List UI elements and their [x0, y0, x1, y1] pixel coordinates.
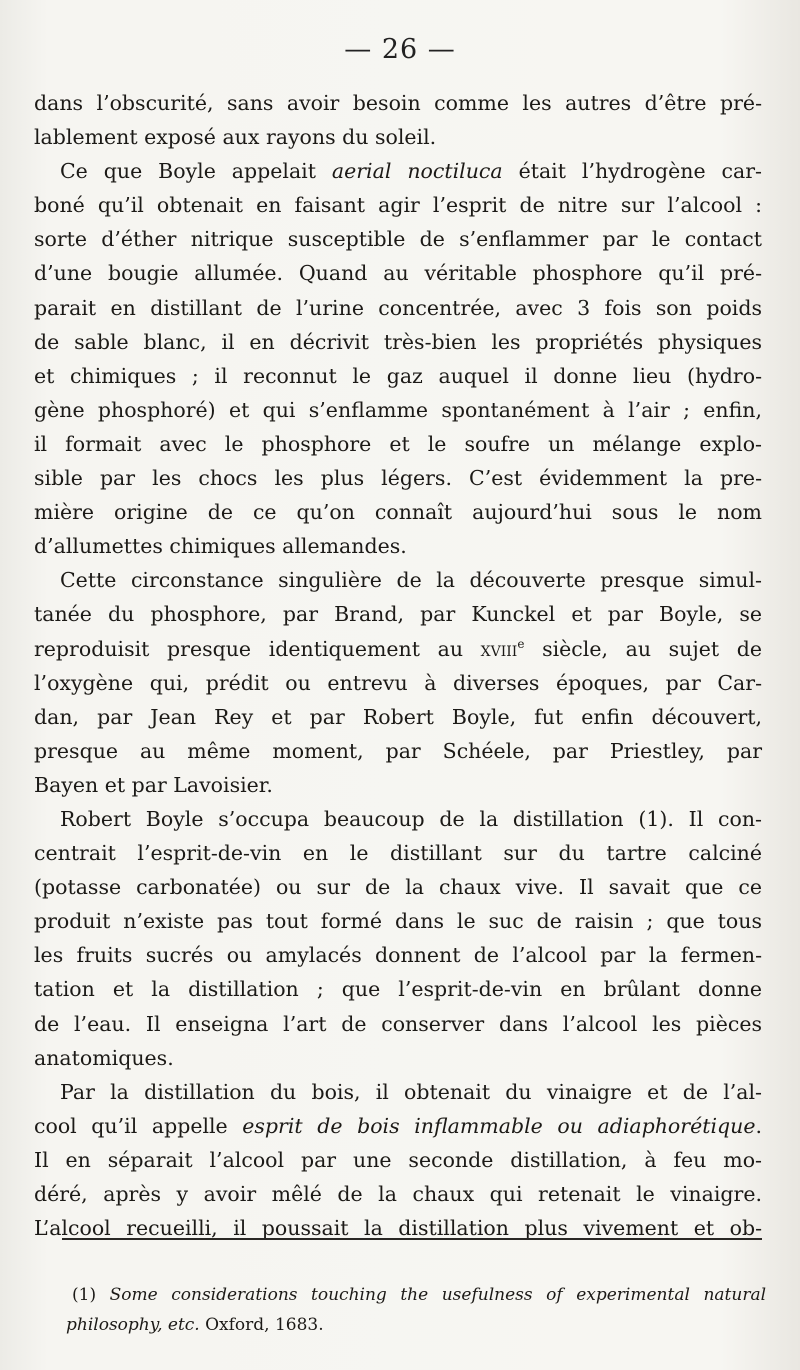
text-line: les fruits sucrés ou amylacés donnent de l’alcool par la fermen-: [34, 943, 762, 968]
footnote-line: [66, 1310, 766, 1340]
text-line: dans l’obscurité, sans avoir besoin comme les autres d’être pré-: [34, 91, 762, 115]
text-line: de sable blanc, il en décrivit très-bien les propriétés physiques: [34, 329, 762, 354]
footnote: [66, 1280, 766, 1340]
text-fragment: cool qu’il appelle: [34, 1113, 243, 1138]
text-fragment: Ce que Boyle appelait: [60, 159, 332, 184]
superscript: e: [517, 636, 525, 651]
text-line: dan, par Jean Rey et par Robert Boyle, fut enfin découvert,: [34, 704, 762, 729]
main-text: [34, 86, 762, 1245]
text-line: tation et la distillation ; que l’esprit-de-vin en brûlant donne: [34, 977, 762, 1002]
text-fragment: reproduisit presque identiquement au: [34, 636, 481, 661]
footnote-title: philosophy, etc.: [66, 1315, 200, 1335]
text-line: d’allumettes chimiques allemandes.: [34, 534, 407, 559]
text-line: tanée du phosphore, par Brand, par Kunckel et par Boyle, se: [34, 602, 762, 627]
text-line: Par la distillation du bois, il obtenait du vinaigre et de l’al-: [60, 1079, 762, 1104]
footnote-marker: (1): [72, 1285, 110, 1305]
text-line: et chimiques ; il reconnut le gaz auquel il donne lieu (hydro-: [34, 363, 762, 388]
text-line: d’une bougie allumée. Quand au véritable phosphore qu’il pré-: [34, 261, 762, 286]
text-fragment: siècle, au sujet de: [524, 636, 762, 661]
page-number: — 26 —: [344, 34, 456, 65]
text-line: centrait l’esprit-de-vin en le distillant sur du tartre calciné: [34, 841, 762, 866]
roman-numeral: xviii: [480, 636, 518, 661]
text-line: presque au même moment, par Schéele, par Priestley, par: [34, 738, 762, 763]
text-line: mière origine de ce qu’on connaît aujourd’hui sous le nom: [34, 500, 762, 525]
text-line: l’oxygène qui, prédit ou entrevu à diverses époques, par Car-: [34, 670, 762, 695]
text-fragment: .: [755, 1113, 762, 1138]
text-line: déré, après y avoir mêlé de la chaux qui retenait le vinaigre.: [34, 1182, 762, 1206]
italic-term: esprit de bois inflammable ou adiaphorétique: [242, 1113, 756, 1138]
text-line: boné qu’il obtenait en faisant agir l’esprit de nitre sur l’alcool :: [34, 193, 762, 218]
text-line: (potasse carbonatée) ou sur de la chaux vive. Il savait que ce: [34, 875, 762, 900]
italic-term: aerial noctiluca: [331, 159, 503, 184]
text-line: produit n’existe pas tout formé dans le suc de raisin ; que tous: [34, 909, 762, 934]
text-line: gène phosphoré) et qui s’enflamme spontanément à l’air ; enfin,: [34, 397, 762, 422]
text-line: [34, 1109, 762, 1143]
text-line: il formait avec le phosphore et le soufre un mélange explo-: [34, 431, 762, 456]
footnote-imprint: Oxford, 1683.: [199, 1315, 324, 1335]
text-line: sible par les chocs les plus légers. C’est évidemment la pre-: [34, 466, 762, 491]
text-line: [34, 632, 762, 666]
text-line: sorte d’éther nitrique susceptible de s’enflammer par le contact: [34, 227, 762, 252]
text-line: L’alcool recueilli, il poussait la distillation plus vivement et ob-: [34, 1216, 762, 1241]
text-line: anatomiques.: [34, 1045, 174, 1070]
footnote-title: Some considerations touching the usefulness of experimental natural: [109, 1285, 767, 1305]
text-line: de l’eau. Il enseigna l’art de conserver dans l’alcool les pièces: [34, 1011, 762, 1036]
text-line: Robert Boyle s’occupa beaucoup de la distillation (1). Il con-: [60, 806, 762, 831]
text-line: parait en distillant de l’urine concentrée, avec 3 fois son poids: [34, 295, 762, 320]
footnote-line: [66, 1280, 766, 1310]
text-fragment: était l’hydrogène car-: [502, 159, 762, 184]
text-line: lablement exposé aux rayons du soleil.: [34, 125, 437, 150]
text-line: Cette circonstance singulière de la découverte presque simul-: [60, 568, 762, 593]
text-line: Bayen et par Lavoisier.: [34, 772, 273, 797]
text-line: Il en séparait l’alcool par une seconde distillation, à feu mo-: [34, 1147, 762, 1172]
footnote-divider: [62, 1238, 762, 1240]
text-line: [34, 154, 762, 188]
